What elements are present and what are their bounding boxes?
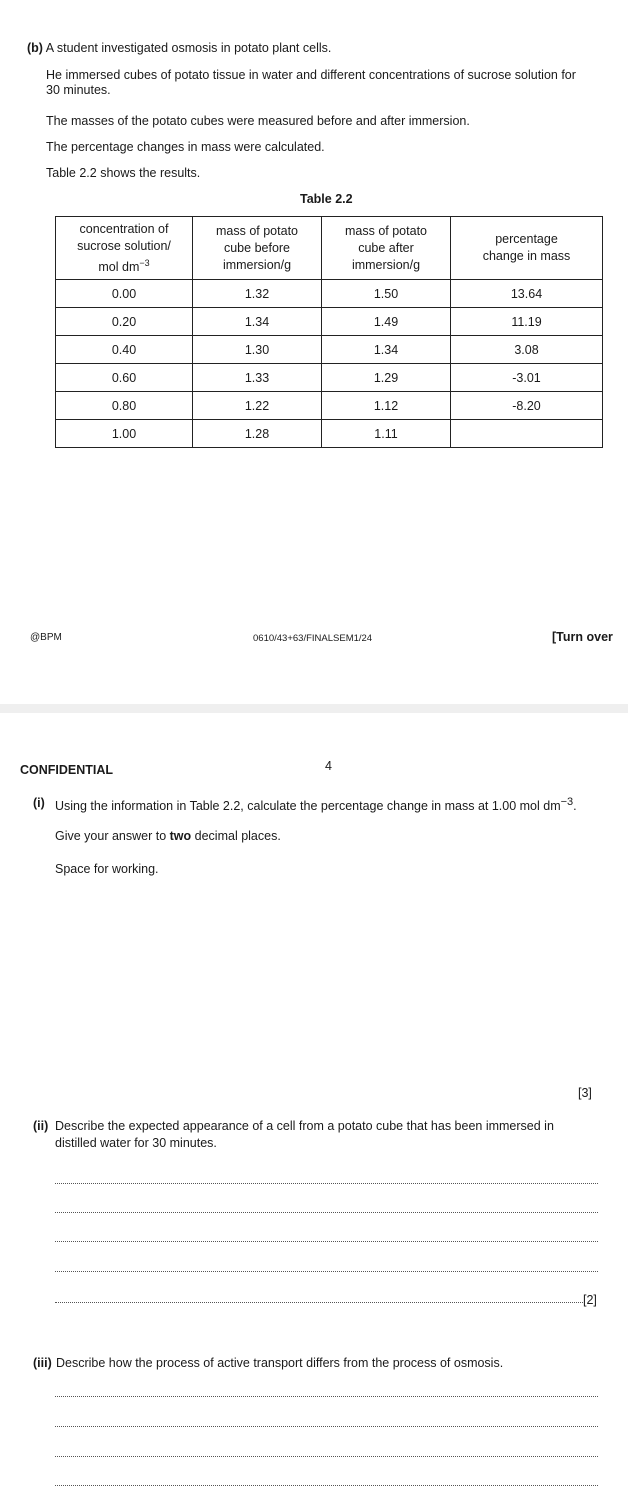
- table-cell: 1.33: [193, 364, 322, 392]
- paragraph-line: 30 minutes.: [46, 83, 111, 97]
- table-cell: 13.64: [451, 280, 603, 308]
- table-row: [56, 364, 603, 392]
- table-cell: 1.34: [322, 336, 451, 364]
- answer-line[interactable]: [55, 1183, 598, 1184]
- table-cell: 1.34: [193, 308, 322, 336]
- footer-turn-over: [Turn over: [552, 630, 613, 644]
- answer-blank-cell: [451, 420, 603, 448]
- table-cell: 0.00: [56, 280, 193, 308]
- table-cell: 0.20: [56, 308, 193, 336]
- table-row: [56, 280, 603, 308]
- table-cell: 1.50: [322, 280, 451, 308]
- paragraph-line: He immersed cubes of potato tissue in water and different concentrations of sucrose solution for: [46, 68, 576, 82]
- table-cell: 1.32: [193, 280, 322, 308]
- paragraph: The percentage changes in mass were calculated.: [46, 140, 325, 154]
- table-cell: 0.80: [56, 392, 193, 420]
- answer-line[interactable]: [55, 1485, 598, 1486]
- header-percentage-change: percentage change in mass: [451, 217, 603, 280]
- table-title: Table 2.2: [300, 192, 353, 206]
- question-i-marks: [3]: [578, 1086, 592, 1100]
- footer-copyright: @BPM: [30, 632, 62, 643]
- confidential-header: CONFIDENTIAL: [20, 763, 114, 777]
- table-cell: 3.08: [451, 336, 603, 364]
- table-cell: 1.29: [322, 364, 451, 392]
- page-number: 4: [325, 759, 332, 773]
- answer-line[interactable]: [55, 1241, 598, 1242]
- question-ii-line1: Describe the expected appearance of a cell from a potato cube that has been immersed in: [55, 1119, 554, 1133]
- answer-line[interactable]: [55, 1426, 598, 1427]
- table-cell: 0.60: [56, 364, 193, 392]
- table-cell: -8.20: [451, 392, 603, 420]
- question-i-instruction: Give your answer to two decimal places.: [55, 829, 281, 843]
- page-separator: [0, 704, 628, 713]
- table-cell: 1.30: [193, 336, 322, 364]
- header-concentration: concentration of sucrose solution/ mol $dm^{-3}$: [56, 217, 193, 280]
- working-space-label: Space for working.: [55, 862, 159, 876]
- table-cell: 11.19: [451, 308, 603, 336]
- question-iii-text: Describe how the process of active transport differs from the process of osmosis.: [56, 1356, 504, 1370]
- question-ii-line2: distilled water for 30 minutes.: [55, 1136, 217, 1150]
- question-ii-marks: [2]: [583, 1293, 597, 1307]
- part-b-text: A student investigated osmosis in potato plant cells.: [45, 41, 332, 55]
- answer-line[interactable]: [55, 1396, 598, 1397]
- results-table: [55, 216, 603, 448]
- answer-line[interactable]: [55, 1212, 598, 1213]
- answer-line[interactable]: [55, 1302, 583, 1303]
- table-cell: 1.49: [322, 308, 451, 336]
- table-row: [56, 392, 603, 420]
- header-mass-before: mass of potato cube before immersion/g: [193, 217, 322, 280]
- part-b-intro: [27, 41, 331, 55]
- header-mass-after: mass of potato cube after immersion/g: [322, 217, 451, 280]
- table-cell: 0.40: [56, 336, 193, 364]
- question-i-label: (i): [33, 796, 45, 810]
- table-row: [56, 420, 603, 448]
- question-iii-label: (iii): [33, 1356, 52, 1370]
- table-cell: 1.00: [56, 420, 193, 448]
- page-1: [0, 0, 628, 704]
- footer-paper-code: 0610/43+63/FINALSEM1/24: [253, 633, 373, 644]
- table-cell: -3.01: [451, 364, 603, 392]
- paragraph: Table 2.2 shows the results.: [46, 166, 201, 180]
- question-ii-label: (ii): [33, 1119, 49, 1133]
- table-cell: 1.11: [322, 420, 451, 448]
- table-cell: 1.28: [193, 420, 322, 448]
- table-cell: 1.12: [322, 392, 451, 420]
- question-i-text: Using the information in Table 2.2, calculate the percentage change in mass at 1.00 mol dm−3.: [55, 796, 577, 813]
- answer-line[interactable]: [55, 1271, 598, 1272]
- answer-line[interactable]: [55, 1456, 598, 1457]
- part-b-label: (b): [27, 41, 43, 55]
- table-cell: 1.22: [193, 392, 322, 420]
- page-2: [0, 713, 628, 1493]
- paragraph: The masses of the potato cubes were measured before and after immersion.: [46, 114, 470, 128]
- table-header-row: [56, 217, 603, 280]
- table-row: [56, 336, 603, 364]
- table-row: [56, 308, 603, 336]
